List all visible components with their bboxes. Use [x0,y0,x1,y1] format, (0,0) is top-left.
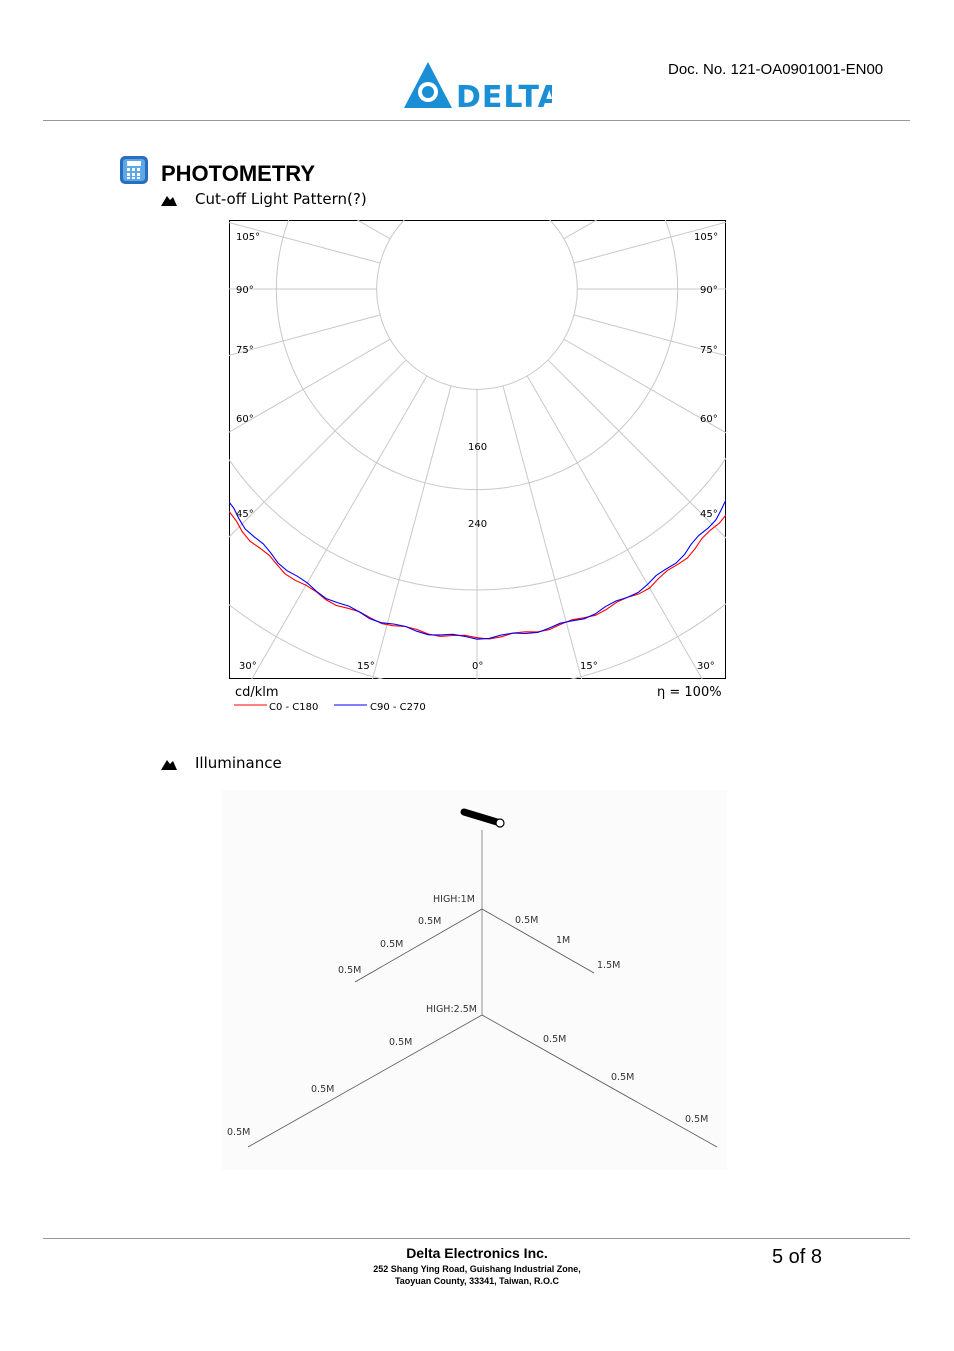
distance-label: 0.5M [543,1034,567,1045]
radial-label: 160 [468,442,488,453]
footer-address: Taoyuan County, 33341, Taiwan, R.O.C [394,1276,560,1286]
distance-label: 1.5M [597,960,621,971]
angle-label-bottom: 0° [472,661,484,672]
efficiency-label: η = 100% [657,685,722,700]
bullet-icon [160,193,178,207]
legend-label: C0 - C180 [269,702,319,713]
angle-label-left: 90° [236,285,254,296]
angle-label-right: 105° [694,232,719,243]
distance-label: 0.5M [311,1084,335,1095]
angle-label-right: 45° [700,509,718,520]
distance-label: 0.5M [389,1037,413,1048]
illuminance-diagram [222,790,727,1170]
angle-label-bottom: 30° [239,661,257,672]
doc-number: Doc. No. 121-OA0901001-EN00 [668,61,884,78]
logo-text: DELTA [456,80,552,112]
angle-label-bottom: 15° [357,661,375,672]
polar-chart [229,220,726,720]
footer-address: 252 Shang Ying Road, Guishang Industrial Zone, [373,1264,581,1274]
angle-label-left: 45° [236,509,254,520]
bullet-icon [160,757,178,771]
distance-label: 0.5M [685,1114,709,1125]
distance-label: 0.5M [380,939,404,950]
angle-label-left: 105° [236,232,261,243]
distance-label: 0.5M [418,916,442,927]
angle-label-bottom: 30° [697,661,715,672]
illuminance-subtitle: Illuminance [195,754,282,772]
header-divider [43,120,910,121]
distance-label: 0.5M [227,1127,251,1138]
angle-label-bottom: 15° [580,661,598,672]
distance-label: 0.5M [515,915,539,926]
footer-divider [43,1238,910,1239]
radial-label: 240 [468,519,488,530]
distance-label: 1M [556,935,571,946]
angle-label-right: 75° [700,345,718,356]
angle-label-left: 75° [236,345,254,356]
unit-label: cd/klm [235,685,279,700]
section-title: PHOTOMETRY [161,161,316,186]
polar-subtitle: Cut-off Light Pattern(?) [195,190,367,208]
distance-label: 0.5M [611,1072,635,1083]
footer-company: Delta Electronics Inc. [406,1245,548,1261]
angle-label-left: 60° [236,414,254,425]
legend-label: C90 - C270 [370,702,426,713]
angle-label-right: 90° [700,285,718,296]
page-number: 5 of 8 [772,1246,823,1268]
angle-label-right: 60° [700,414,718,425]
height-label: HIGH:2.5M [426,1004,477,1015]
height-label: HIGH:1M [433,894,475,905]
calculator-icon [119,155,149,185]
distance-label: 0.5M [338,965,362,976]
delta-logo [402,58,552,112]
